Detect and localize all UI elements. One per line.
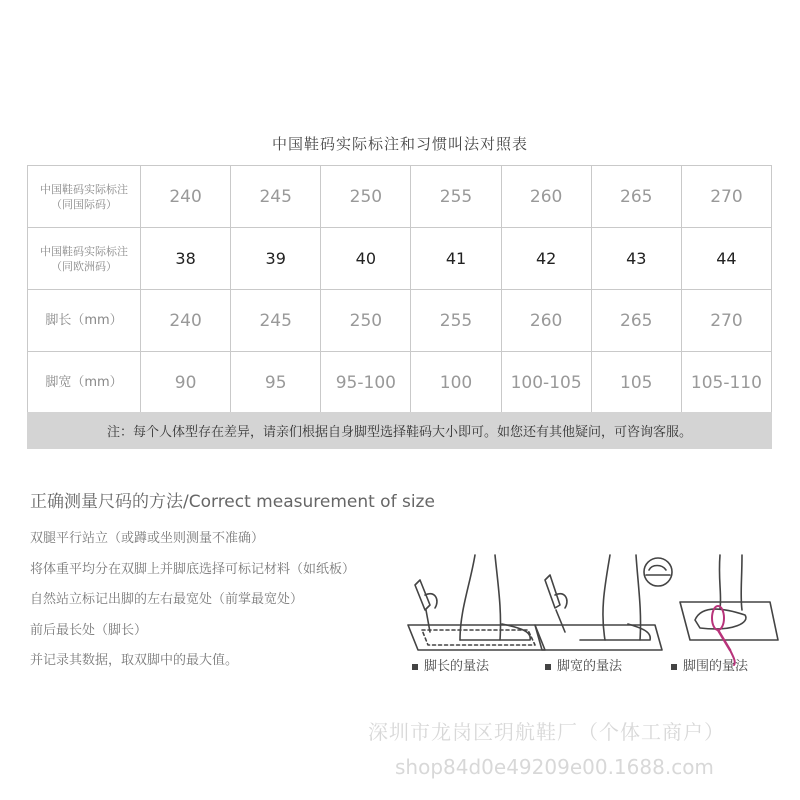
- step-item: 双腿平行站立（或蹲或坐则测量不准确）: [30, 531, 265, 546]
- watermark-shop-url: shop84d0e49209e00.1688.com: [395, 755, 714, 779]
- size-chart-table: [27, 165, 772, 414]
- row-header-line: （同欧洲码）: [51, 259, 117, 273]
- row-header-line: 中国鞋码实际标注: [40, 182, 128, 196]
- table-cell: 100: [411, 352, 501, 414]
- table-cell: 270: [681, 166, 771, 228]
- bullet-icon: [671, 664, 677, 670]
- table-cell: 43: [591, 228, 681, 290]
- step-item: 自然站立标记出脚的左右最宽处（前掌最宽处）: [30, 592, 304, 607]
- table-cell: 105-110: [681, 352, 771, 414]
- table-row: [28, 228, 772, 290]
- page-title: 中国鞋码实际标注和习惯叫法对照表: [271, 135, 528, 153]
- measurement-heading: 正确测量尺码的方法/Correct measurement of size: [30, 492, 435, 512]
- table-cell: 245: [231, 166, 321, 228]
- row-header: [28, 166, 141, 228]
- label-foot-length: [412, 655, 489, 674]
- table-cell: 240: [141, 166, 231, 228]
- step-item: 将体重平均分在双脚上并脚底选择可标记材料（如纸板）: [30, 561, 356, 577]
- table-row: [28, 290, 772, 352]
- table-cell: 260: [501, 166, 591, 228]
- table-cell: 270: [681, 290, 771, 352]
- measurement-steps: [30, 532, 355, 685]
- table-cell: 105: [591, 352, 681, 414]
- table-cell: 42: [501, 228, 591, 290]
- row-header: [28, 228, 141, 290]
- table-cell: 255: [411, 166, 501, 228]
- table-cell: 260: [501, 290, 591, 352]
- table-cell: 265: [591, 166, 681, 228]
- foot-length-illustration: [408, 555, 545, 650]
- watermark-shop-name: 深圳市龙岗区玥航鞋厂（个体工商户）: [368, 720, 725, 744]
- row-header: 脚长（mm）: [28, 290, 141, 352]
- table-cell: 39: [231, 228, 321, 290]
- table-cell: 255: [411, 290, 501, 352]
- table-cell: 90: [141, 352, 231, 414]
- table-row: [28, 166, 772, 228]
- table-row: [28, 352, 772, 414]
- size-note: 注：每个人体型存在差异，请亲们根据自身脚型选择鞋码大小即可。如您还有其他疑问，可咨询客服。: [27, 412, 772, 449]
- step-item: 前后最长处（脚长）: [30, 622, 148, 638]
- table-cell: 95-100: [321, 352, 411, 414]
- table-cell: 95: [231, 352, 321, 414]
- row-header-line: 中国鞋码实际标注: [40, 244, 128, 258]
- foot-width-illustration: [535, 555, 672, 650]
- table-cell: 38: [141, 228, 231, 290]
- label-text: 脚宽的量法: [557, 659, 623, 674]
- table-cell: 250: [321, 290, 411, 352]
- table-cell: 40: [321, 228, 411, 290]
- step-item: 并记录其数据，取双脚中的最大值。: [30, 653, 239, 668]
- label-foot-width: [545, 655, 622, 674]
- bullet-icon: [545, 664, 551, 670]
- table-cell: 44: [681, 228, 771, 290]
- foot-girth-illustration: [680, 555, 778, 665]
- row-header: 脚宽（mm）: [28, 352, 141, 414]
- label-text: 脚长的量法: [424, 659, 490, 674]
- bullet-icon: [412, 664, 418, 670]
- table-cell: 250: [321, 166, 411, 228]
- table-cell: 41: [411, 228, 501, 290]
- table-cell: 265: [591, 290, 681, 352]
- label-foot-girth: [671, 655, 748, 674]
- table-cell: 240: [141, 290, 231, 352]
- label-text: 脚围的量法: [683, 659, 749, 674]
- table-cell: 100-105: [501, 352, 591, 414]
- row-header-line: （同国际码）: [51, 197, 117, 211]
- table-cell: 245: [231, 290, 321, 352]
